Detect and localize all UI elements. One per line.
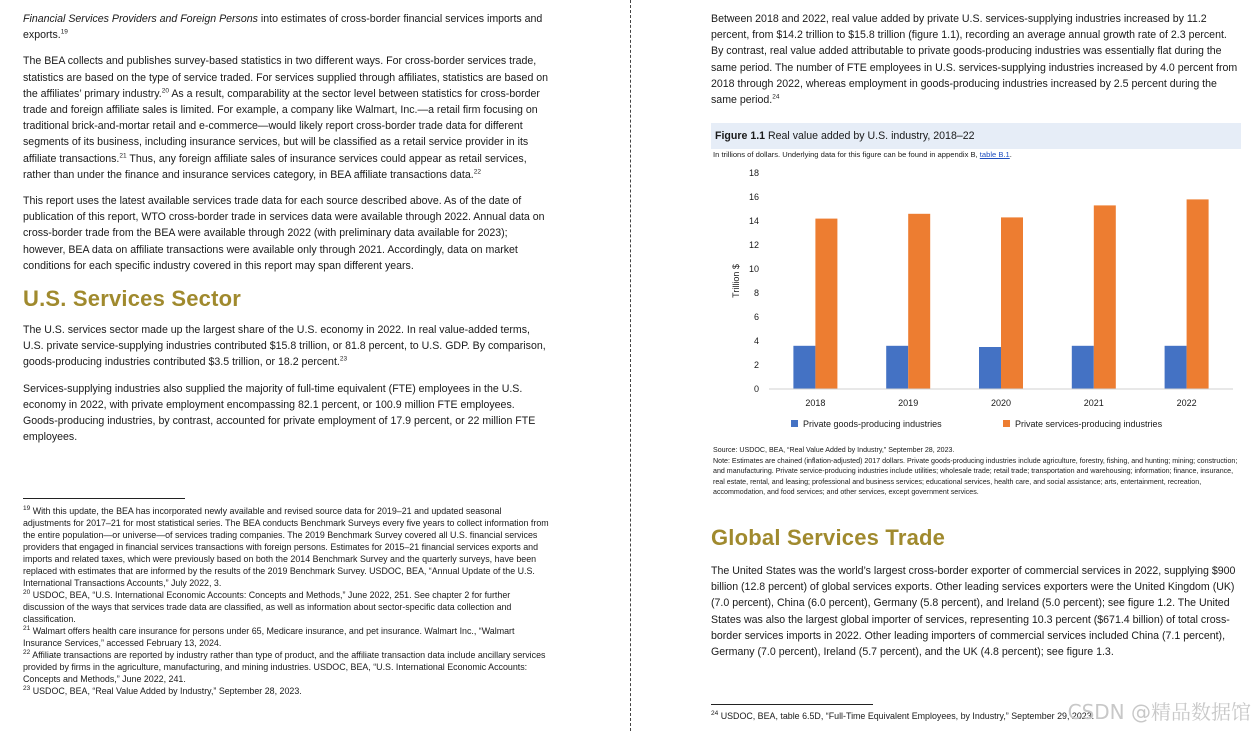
bar-services-2020: [1001, 217, 1023, 389]
footnote-ref[interactable]: 23: [339, 355, 348, 363]
paragraph-global-trade: The United States was the world’s largest cross-border exporter of commercial services in 2022, supplying $900 billion (12.8 percent) of global services exports. Other leading services exporters were the United Kingdom (UK) (7.0 percent), China (6.0 percent), Germany (5.8 percent), and Ireland (5.0 percent); see figure 1.2. The United States was also the largest global importer of services, representing 10.3 percent ($671.4 billion) of total cross-border services imports in 2022. Other leading importers of commercial services included China (7.1 percent), Germany (7.0 percent), Ireland (5.7 percent), and the UK (4.8 percent); see figure 1.3.: [711, 565, 1236, 659]
paragraph-2: [23, 53, 551, 183]
footnote-text: With this update, the BEA has incorporated newly available and revised source data for 2019–21 and updated seasonal adjustments for 2017–21 for most statistical series. The BEA conducts Benchmark Surveys every five years to collect information from the entire population—or universe—of services trading companies. The 2019 Benchmark Survey covered all U.S. financial services providers that engaged in financial services transactions with foreign persons. Estimates for 2015–21 financial services exports and imports and related taxes, which were previously based on both the 2014 Benchmark Survey and the quarterly surveys, have been replaced with estimates that are informed by the results of the 2019 Benchmark Survey. USDOC, BEA, “Annual Update of the U.S. International Transactions Accounts,” July 2022, 3.: [23, 506, 549, 588]
footnote-rule: [711, 704, 873, 705]
x-tick-label: 2022: [1176, 398, 1197, 408]
y-tick-label: 8: [753, 288, 759, 298]
footnote-19: [23, 505, 551, 589]
footnote-text: USDOC, BEA, “Real Value Added by Industry,” September 28, 2023.: [30, 686, 302, 696]
footnote-ref[interactable]: 22: [473, 168, 481, 176]
footnote-number: 23: [23, 685, 31, 693]
footnote-23: [23, 685, 551, 697]
bar-chart: [711, 162, 1241, 442]
page-divider: [630, 0, 631, 731]
figure-note: Note: Estimates are chained (inflation-adjusted) 2017 dollars. Private goods-producing industries include agriculture, forestry, fishing, and hunting; mining; construction; and manufacturing. Private service-producing industries include utilities; wholesale trade; retail trade; transportation and warehousing; information; finance, insurance, real estate, rental, and leasing; professional and business services; educational services, health care, and social assistance; arts, entertainment, recreation, accommodation, and food services; and other services, except government services.: [713, 456, 1238, 496]
x-tick-label: 2019: [898, 398, 919, 408]
y-tick-label: 4: [753, 336, 759, 346]
figure-subtitle: [713, 150, 1012, 159]
y-tick-label: 12: [748, 240, 759, 250]
paragraph-3: This report uses the latest available services trade data for each source described above. As of the date of publication of this report, WTO cross-border trade in services data were available through 2022. Annual data on cross-border trade from the BEA were available through 2022 (with preliminary data available for 2023); however, BEA data on affiliate transactions were available only through 2021. Accordingly, data on market conditions for each specific industry covered in this report may span different years.: [23, 195, 545, 272]
y-tick-label: 14: [748, 216, 759, 226]
left-page: [0, 0, 628, 731]
footnote-number: 24: [711, 710, 719, 718]
bar-goods-2022: [1165, 346, 1187, 389]
paragraph-4-text: The U.S. services sector made up the largest share of the U.S. economy in 2022. In real value-added terms, U.S. private service-supplying industries contributed $15.8 trillion, or 81.8 percent, to U.S. GDP. By comparison, goods-producing industries contributed $3.5 trillion, or 18.2 percent.: [23, 324, 546, 369]
chart-legend: [791, 419, 1163, 429]
x-tick-label: 2018: [805, 398, 826, 408]
footnote-22: [23, 649, 551, 685]
bar-services-2022: [1187, 199, 1209, 389]
right-column-top: [711, 11, 1241, 108]
paragraph-growth: [711, 11, 1241, 108]
left-column: [23, 11, 551, 445]
footnote-number: 19: [23, 505, 31, 513]
bar-goods-2018: [793, 346, 815, 389]
y-tick-label: 6: [753, 312, 759, 322]
footnote-text: USDOC, BEA, table 6.5D, “Full-Time Equivalent Employees, by Industry,” September 29, 2023.: [718, 711, 1095, 721]
paragraph-2-text-c: Thus, any foreign affiliate sales of insurance services could appear as retail services, rather than under the finance and insurance services category, in BEA affiliate transactions data.: [23, 152, 527, 181]
right-column-bottom: [711, 525, 1241, 660]
y-tick-label: 10: [748, 264, 759, 274]
footnote-text: USDOC, BEA, “U.S. International Economic Accounts: Concepts and Methods,” June 2022, 251. See chapter 2 for further discussion of the ways that services trade data are classified, as well as information about sector-specific data collection and classification.: [23, 590, 512, 624]
footnote-ref[interactable]: 24: [772, 93, 780, 101]
legend-swatch: [791, 420, 798, 427]
bars: [793, 199, 1208, 389]
figure-title-bar: [711, 123, 1241, 149]
footnote-number: 22: [23, 649, 31, 657]
bar-goods-2021: [1072, 346, 1094, 389]
paragraph-5: Services-supplying industries also supplied the majority of full-time equivalent (FTE) employees in the U.S. economy in 2022, with private employment encompassing 82.1 percent, or 100.9 million FTE employees. Goods-producing industries, by contrast, accounted for private employment of 17.9 percent, or 22 million FTE employees.: [23, 382, 536, 444]
paragraph-1-text: into estimates of cross-border financial services imports and exports.: [23, 13, 543, 42]
paragraph-2-text-b: As a result, comparability at the sector level between statistics for cross-border trade and foreign affiliate sales is limited. For example, a company like Walmart, Inc.—a retail firm focusing on traditional brick-and-mortar retail and e-commerce—would likely report cross-border trade data for different segments of its business, including insurance services, but will be classified as a retail service provider in its affiliate transactions.: [23, 87, 540, 165]
section-heading-global-trade: Global Services Trade: [711, 525, 946, 550]
bar-goods-2020: [979, 347, 1001, 389]
paragraph-4: [23, 322, 551, 371]
paragraph-2-text-a: The BEA collects and publishes survey-based statistics in two different ways. For cross-border services trade, statistics are based on the type of service traded. For services supplied through affiliates, statistics are based on the affiliates’ primary industry.: [23, 55, 549, 100]
footnote-text: Affiliate transactions are reported by industry rather than type of product, and the affiliate transaction data include ancillary services provided by firms in the agriculture, manufacturing, and mining industries. USDOC, BEA, “U.S. International Economic Accounts: Concepts and Methods,” June 2022, 241.: [23, 650, 546, 684]
figure-title: Real value added by U.S. industry, 2018–22: [765, 130, 975, 142]
x-tick-label: 2021: [1083, 398, 1104, 408]
footnote-number: 21: [23, 625, 31, 633]
y-tick-label: 2: [753, 360, 759, 370]
y-tick-label: 16: [748, 192, 759, 202]
legend-label: Private services-producing industries: [1015, 419, 1163, 429]
footnote-ref[interactable]: 20: [161, 87, 169, 95]
footnote-ref[interactable]: 21: [119, 152, 127, 160]
footnote-ref[interactable]: 19: [60, 28, 68, 36]
paragraph-growth-text: Between 2018 and 2022, real value added by private U.S. services-supplying industries increased by 11.2 percent, from $14.2 trillion to $15.8 trillion (figure 1.1), recording an average annual growth rate of 2.3 percent. By contrast, real value added attributable to private goods-producing industries was essentially flat during the same period. The number of FTE employees in U.S. services-supplying industries increased by 4.0 percent from 2018 through 2022, whereas employment in goods-producing industries increased by 2.5 percent during the same period.: [711, 13, 1238, 107]
right-page: [633, 0, 1257, 731]
x-axis-ticks: [805, 398, 1196, 408]
figure-subtitle-text: In trillions of dollars. Underlying data for this figure can be found in appendix B,: [713, 150, 980, 159]
bar-services-2019: [908, 214, 930, 389]
paragraph-1: [23, 11, 551, 43]
footnote-text: Walmart offers health care insurance for persons under 65, Medicare insurance, and pet insurance. Walmart Inc., “Walmart Insurance Services,” accessed February 13, 2024.: [23, 626, 515, 648]
bar-goods-2019: [886, 346, 908, 389]
figure-label: Figure 1.1: [715, 130, 766, 142]
footnote-number: 20: [23, 589, 31, 597]
table-b1-link[interactable]: table B.1: [979, 150, 1010, 159]
footnote-24: [711, 711, 1094, 721]
legend-label: Private goods-producing industries: [803, 419, 942, 429]
section-heading-us-services: U.S. Services Sector: [23, 286, 242, 312]
footnote-rule: [23, 498, 185, 499]
bar-services-2021: [1094, 205, 1116, 389]
y-tick-label: 18: [748, 168, 759, 178]
figure-subtitle-end: .: [1009, 150, 1012, 159]
bar-services-2018: [815, 219, 837, 389]
footnote-21: [23, 625, 551, 649]
watermark: CSDN @精品数据馆: [1067, 700, 1251, 724]
x-tick-label: 2020: [990, 398, 1012, 408]
y-axis-label: Trillion $: [731, 264, 741, 298]
italic-title: Financial Services Providers and Foreign Persons: [23, 13, 258, 25]
figure-notes: [713, 445, 1243, 498]
figure-source: Source: USDOC, BEA, “Real Value Added by Industry,” September 28, 2023.: [713, 446, 955, 454]
legend-swatch: [1003, 420, 1010, 427]
footnote-20: [23, 589, 551, 625]
y-tick-label: 0: [753, 384, 759, 394]
y-axis-ticks: [749, 168, 759, 394]
left-footnotes: [23, 505, 551, 697]
